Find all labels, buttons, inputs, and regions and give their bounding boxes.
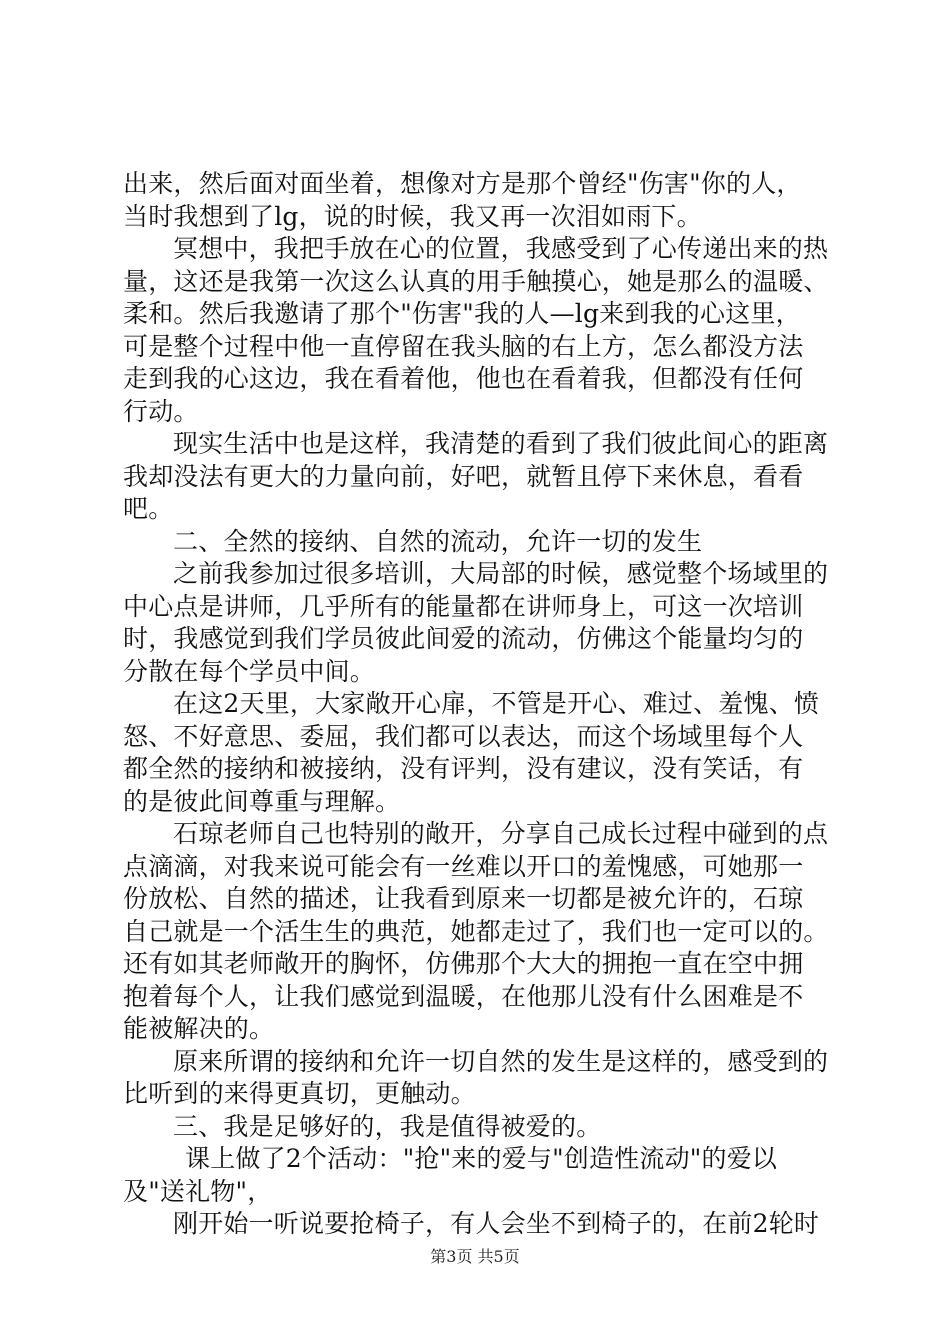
text-line: 原来所谓的接纳和允许一切自然的发生是这样的，感受到的: [173, 1046, 829, 1076]
text-line: 时，我感觉到我们学员彼此间爱的流动，仿佛这个能量均匀的: [123, 624, 804, 653]
text-line: 抱着每个人，让我们感觉到温暖，在他那儿没有什么困难是不: [123, 981, 804, 1011]
text-line: 比听到的来得更真切，更触动。: [123, 1079, 476, 1108]
text-line: 行动。: [123, 396, 199, 426]
text-line: 柔和。然后我邀请了那个"伤害"我的人—lg来到我的心这里，: [123, 299, 801, 328]
text-line: 自己就是一个活生生的典范，她都走过了，我们也一定可以的。: [123, 916, 829, 946]
text-line: 之前我参加过很多培训，大局部的时候，感觉整个场域里的: [173, 559, 829, 588]
text-line: 份放松、自然的描述，让我看到原来一切都是被允许的，石琼: [123, 884, 804, 913]
text-line: 吧。: [123, 494, 174, 523]
text-line: 中心点是讲师，几乎所有的能量都在讲师身上，可这一次培训: [123, 591, 804, 621]
text-line: 都全然的接纳和被接纳，没有评判，没有建议，没有笑话，有: [123, 754, 804, 783]
text-line: 点滴滴，对我来说可能会有一丝难以开口的羞愧感，可她那一: [123, 851, 804, 881]
text-line: 冥想中，我把手放在心的位置，我感受到了心传递出来的热: [173, 234, 829, 263]
text-line: 在这2天里，大家敞开心扉，不管是开心、难过、羞愧、愤: [173, 689, 820, 718]
text-line: 石琼老师自己也特别的敞开，分享自己成长过程中碰到的点: [173, 819, 829, 848]
text-line: 走到我的心这边，我在看着他，他也在看着我，但都没有任何: [123, 364, 804, 393]
text-line: 可是整个过程中他一直停留在我头脑的右上方，怎么都没方法: [123, 331, 804, 361]
body-text: [123, 168, 835, 1241]
text-line: 出来，然后面对面坐着，想像对方是那个曾经"伤害"你的人，: [123, 169, 802, 198]
text-line: 怒、不好意思、委屈，我们都可以表达，而这个场域里每个人: [123, 721, 804, 751]
text-line: 课上做了2个活动："抢"来的爱与"创造性流动"的爱以: [185, 1144, 778, 1173]
text-line: 能被解决的。: [123, 1014, 275, 1043]
text-line: 我却没法有更大的力量向前，好吧，就暂且停下来休息，看看: [123, 461, 804, 491]
text-line: 当时我想到了lg，说的时候，我又再一次泪如雨下。: [123, 201, 702, 231]
text-line: 量，这还是我第一次这么认真的用手触摸心，她是那么的温暖、: [123, 266, 829, 296]
text-line: 还有如其老师敞开的胸怀，仿佛那个大大的拥抱一直在空中拥: [123, 949, 804, 978]
text-line: 刚开始一听说要抢椅子，有人会坐不到椅子的，在前2轮时: [173, 1209, 820, 1238]
text-line: 二、全然的接纳、自然的流动，允许一切的发生: [173, 526, 703, 556]
text-line: 及"送礼物"，: [123, 1176, 273, 1206]
text-line: 三、我是足够好的，我是值得被爱的。: [173, 1111, 602, 1141]
text-line: 的是彼此间尊重与理解。: [123, 786, 401, 816]
page-footer: 第3页 共5页: [430, 1247, 520, 1266]
text-line: 分散在每个学员中间。: [123, 656, 376, 686]
text-line: 现实生活中也是这样，我清楚的看到了我们彼此间心的距离: [173, 429, 829, 458]
